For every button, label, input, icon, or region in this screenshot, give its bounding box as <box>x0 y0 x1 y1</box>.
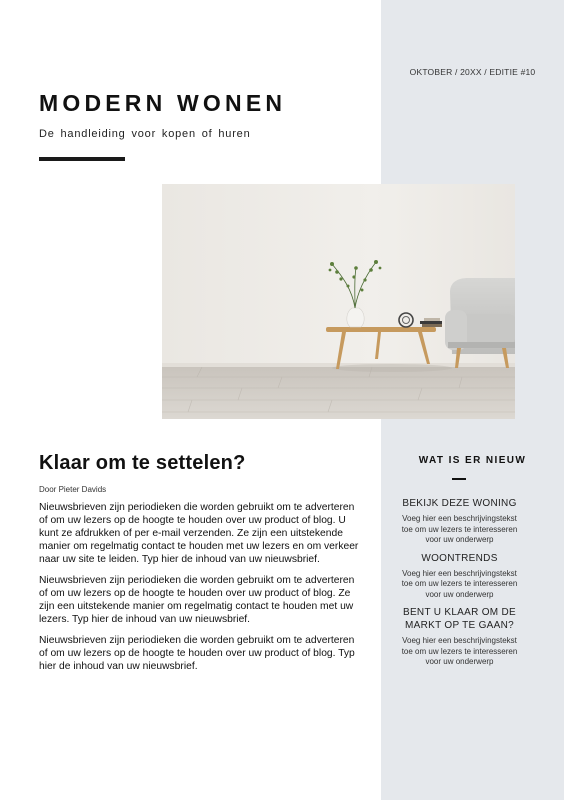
article-body <box>39 501 359 681</box>
news-item-text: Voeg hier een beschrijvingstekst toe om uw lezers te interesseren voor uw onderwerp <box>401 568 518 599</box>
news-item-text: Voeg hier een beschrijvingstekst toe om uw lezers te interesseren voor uw onderwerp <box>401 514 518 544</box>
whats-new-heading: WAT IS ER NIEUW <box>418 455 527 466</box>
article-byline: Door Pieter Davids <box>39 485 107 494</box>
newsletter-subtitle: De handleiding voor kopen of huren <box>39 128 251 140</box>
whats-new-list <box>392 497 527 674</box>
title-underline <box>39 157 125 161</box>
article-paragraph: Nieuwsbrieven zijn periodieken die worden gebruikt om te adverteren of om uw lezers op de hoogte te houden over uw product of blog. U kunt ze afdrukken of per e-mail verzenden. Ze zijn een uitstekende manier om regelmatig contact te houden met uw lezers en om verkeer naar uw site te leiden. Typ hier de inhoud van uw nieuwsbrief. <box>39 502 359 566</box>
news-item-heading: BEKIJK DEZE WONING <box>402 498 517 509</box>
news-item-heading: BENT U KLAAR OM DE MARKT OP TE GAAN? <box>402 607 517 631</box>
living-room-illustration <box>162 184 515 419</box>
whats-new-divider <box>452 478 466 480</box>
news-item <box>392 552 527 601</box>
news-item-text: Voeg hier een beschrijvingstekst toe om uw lezers te interesseren voor uw onderwerp <box>401 636 518 666</box>
newsletter-title: MODERN WONEN <box>39 90 287 116</box>
article-paragraph: Nieuwsbrieven zijn periodieken die worden gebruikt om te adverteren of om uw lezers op de hoogte te houden over uw product of blog. Typ hier de inhoud van uw nieuwsbrief. <box>39 634 355 673</box>
living-room-photo <box>162 184 515 419</box>
article-headline: Klaar om te settelen? <box>39 452 246 474</box>
news-item-heading: WOONTRENDS <box>421 552 498 564</box>
news-item <box>392 606 527 668</box>
edition-label: OKTOBER / 20XX / EDITIE #10 <box>409 67 536 77</box>
article-paragraph: Nieuwsbrieven zijn periodieken die worden gebruikt om te adverteren of om uw lezers op de hoogte te houden over uw product of blog. Ze zijn een uitstekende manier om regelmatig contact te houden met uw lezers. Typ hier de inhoud van uw nieuwsbrief. <box>39 574 355 626</box>
news-item <box>392 497 527 546</box>
